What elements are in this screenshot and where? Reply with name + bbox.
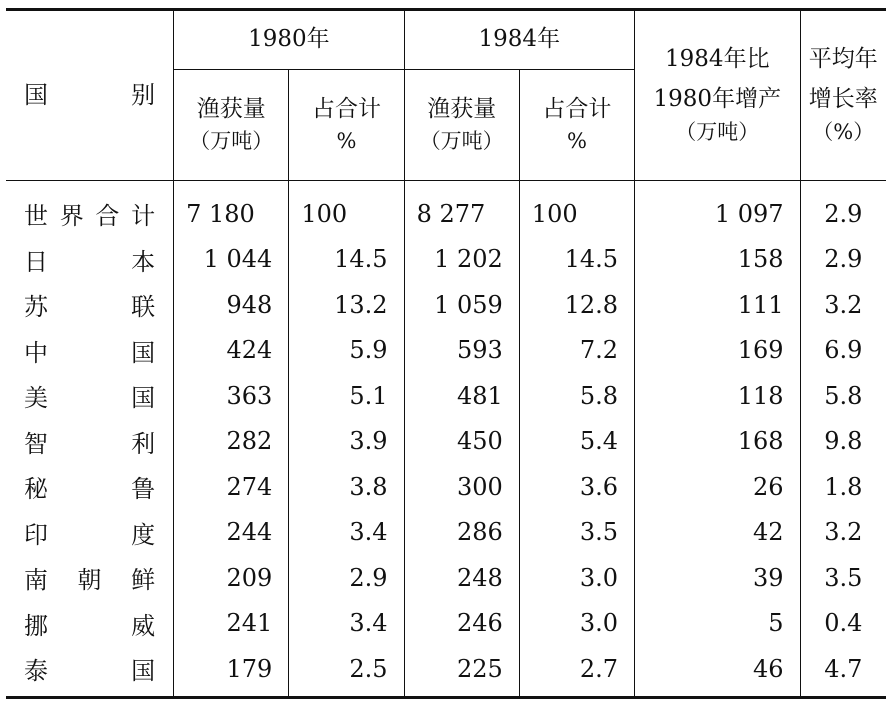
header-catch-label: 渔获量 bbox=[196, 95, 266, 122]
share-1980-cell: 3.9 bbox=[289, 419, 404, 465]
country-char: 国 bbox=[131, 384, 156, 413]
country-char: 利 bbox=[131, 429, 156, 458]
increase-cell: 26 bbox=[635, 464, 801, 510]
country-name bbox=[24, 469, 155, 504]
header-share-label: 占合计 bbox=[542, 95, 612, 122]
catch-1980-cell: 179 bbox=[174, 646, 289, 697]
country-char: 朝 bbox=[77, 566, 102, 595]
share-1984-cell: 14.5 bbox=[519, 237, 634, 283]
header-country-char: 别 bbox=[131, 81, 156, 110]
country-name bbox=[24, 378, 155, 413]
catch-1984-cell: 248 bbox=[404, 555, 519, 601]
share-1984-cell: 100 bbox=[519, 181, 634, 237]
share-1984-cell: 3.5 bbox=[519, 510, 634, 556]
rate-cell: 1.8 bbox=[824, 472, 863, 501]
table-row bbox=[6, 601, 886, 647]
header-country-text bbox=[6, 81, 173, 110]
fish-catch-table bbox=[6, 8, 886, 699]
share-1980-cell: 3.4 bbox=[289, 510, 404, 556]
table-row bbox=[6, 419, 886, 465]
table-row bbox=[6, 464, 886, 510]
rate-cell: 2.9 bbox=[824, 245, 863, 274]
country-char: 苏 bbox=[24, 293, 48, 322]
country-cell bbox=[6, 464, 174, 510]
country-cell bbox=[6, 328, 174, 374]
country-cell bbox=[6, 601, 174, 647]
header-share-unit: % bbox=[566, 129, 587, 154]
catch-1984-cell: 286 bbox=[404, 510, 519, 556]
country-cell bbox=[6, 282, 174, 328]
table-row bbox=[6, 328, 886, 374]
table-row bbox=[6, 181, 886, 237]
country-char: 日 bbox=[24, 247, 48, 276]
increase-cell: 39 bbox=[635, 555, 801, 601]
country-cell bbox=[6, 373, 174, 419]
share-1984-cell: 7.2 bbox=[519, 328, 634, 374]
header-share-label: 占合计 bbox=[311, 95, 381, 122]
country-cell bbox=[6, 419, 174, 465]
rate-cell: 3.2 bbox=[824, 518, 863, 547]
header-increase-line3: （万吨） bbox=[675, 119, 760, 144]
country-char: 度 bbox=[131, 520, 156, 549]
catch-1984-cell: 8 277 bbox=[404, 181, 519, 237]
country-char: 秘 bbox=[24, 475, 48, 504]
increase-cell: 111 bbox=[635, 282, 801, 328]
share-1980-cell: 13.2 bbox=[289, 282, 404, 328]
header-increase-line2: 1980年增产 bbox=[653, 85, 782, 112]
catch-1980-cell: 209 bbox=[174, 555, 289, 601]
catch-1980-cell: 363 bbox=[174, 373, 289, 419]
table-row bbox=[6, 646, 886, 697]
catch-1984-cell: 300 bbox=[404, 464, 519, 510]
header-country bbox=[6, 10, 174, 181]
catch-1980-cell: 7 180 bbox=[174, 181, 289, 237]
rate-cell: 6.9 bbox=[824, 336, 863, 365]
share-1984-cell: 2.7 bbox=[519, 646, 634, 697]
country-cell bbox=[6, 555, 174, 601]
increase-cell: 158 bbox=[635, 237, 801, 283]
country-char: 本 bbox=[131, 247, 156, 276]
share-1984-cell: 3.6 bbox=[519, 464, 634, 510]
increase-cell: 42 bbox=[635, 510, 801, 556]
header-catch-unit: （万吨） bbox=[419, 129, 504, 154]
catch-1984-cell: 1 059 bbox=[404, 282, 519, 328]
rate-cell: 5.8 bbox=[824, 381, 863, 410]
catch-1984-cell: 1 202 bbox=[404, 237, 519, 283]
table-row bbox=[6, 237, 886, 283]
rate-cell: 2.9 bbox=[824, 199, 863, 228]
share-1984-cell: 3.0 bbox=[519, 555, 634, 601]
header-catch-1984 bbox=[404, 70, 519, 181]
country-char: 鲜 bbox=[131, 566, 156, 595]
catch-1980-cell: 244 bbox=[174, 510, 289, 556]
catch-1980-cell: 424 bbox=[174, 328, 289, 374]
share-1980-cell: 5.1 bbox=[289, 373, 404, 419]
header-avg-rate bbox=[800, 10, 886, 181]
share-1984-cell: 5.8 bbox=[519, 373, 634, 419]
increase-cell: 168 bbox=[635, 419, 801, 465]
country-char: 中 bbox=[24, 338, 48, 367]
rate-cell: 9.8 bbox=[824, 427, 863, 456]
country-char: 国 bbox=[131, 338, 156, 367]
header-increase bbox=[635, 10, 801, 181]
header-catch-label: 渔获量 bbox=[427, 95, 497, 122]
catch-1980-cell: 948 bbox=[174, 282, 289, 328]
catch-1984-cell: 593 bbox=[404, 328, 519, 374]
header-share-1980 bbox=[289, 70, 404, 181]
table-row bbox=[6, 510, 886, 556]
header-catch-unit: （万吨） bbox=[189, 129, 274, 154]
catch-1980-cell: 282 bbox=[174, 419, 289, 465]
country-char: 印 bbox=[24, 520, 48, 549]
share-1984-cell: 3.0 bbox=[519, 601, 634, 647]
catch-1980-cell: 1 044 bbox=[174, 237, 289, 283]
increase-cell: 169 bbox=[635, 328, 801, 374]
country-char: 挪 bbox=[24, 611, 48, 640]
country-char: 国 bbox=[131, 657, 156, 686]
header-share-unit: % bbox=[336, 129, 357, 154]
country-char: 世 bbox=[24, 202, 48, 231]
country-cell bbox=[6, 237, 174, 283]
country-name bbox=[24, 287, 155, 322]
country-name bbox=[24, 196, 155, 231]
header-increase-line1: 1984年比 bbox=[665, 46, 770, 73]
country-char: 联 bbox=[131, 293, 156, 322]
catch-1980-cell: 241 bbox=[174, 601, 289, 647]
share-1980-cell: 100 bbox=[289, 181, 404, 237]
header-avg-line3: （%） bbox=[812, 119, 875, 144]
rate-cell: 0.4 bbox=[824, 609, 863, 638]
catch-1984-cell: 450 bbox=[404, 419, 519, 465]
header-country-char: 国 bbox=[24, 81, 48, 110]
share-1980-cell: 14.5 bbox=[289, 237, 404, 283]
header-avg-line1: 平均年 bbox=[808, 46, 878, 73]
catch-1984-cell: 225 bbox=[404, 646, 519, 697]
country-char: 威 bbox=[131, 611, 156, 640]
country-name bbox=[24, 606, 155, 641]
country-char: 界 bbox=[59, 202, 84, 231]
table-row bbox=[6, 373, 886, 419]
share-1980-cell: 5.9 bbox=[289, 328, 404, 374]
table-body bbox=[6, 181, 886, 698]
table-row bbox=[6, 555, 886, 601]
country-name bbox=[24, 242, 155, 277]
country-name bbox=[24, 560, 155, 595]
country-cell bbox=[6, 510, 174, 556]
country-char: 美 bbox=[24, 384, 48, 413]
increase-cell: 5 bbox=[635, 601, 801, 647]
country-char: 南 bbox=[24, 566, 48, 595]
share-1980-cell: 3.4 bbox=[289, 601, 404, 647]
share-1980-cell: 2.5 bbox=[289, 646, 404, 697]
share-1984-cell: 5.4 bbox=[519, 419, 634, 465]
country-cell bbox=[6, 646, 174, 697]
catch-1984-cell: 481 bbox=[404, 373, 519, 419]
catch-1984-cell: 246 bbox=[404, 601, 519, 647]
country-name bbox=[24, 515, 155, 550]
share-1980-cell: 2.9 bbox=[289, 555, 404, 601]
rate-cell: 3.2 bbox=[824, 290, 863, 319]
country-char: 计 bbox=[131, 202, 156, 231]
rate-cell: 3.5 bbox=[824, 563, 863, 592]
header-catch-1980 bbox=[174, 70, 289, 181]
catch-1980-cell: 274 bbox=[174, 464, 289, 510]
country-char: 泰 bbox=[24, 657, 48, 686]
table-row bbox=[6, 282, 886, 328]
country-cell bbox=[6, 181, 174, 237]
header-year-1980: 1980年 bbox=[174, 10, 404, 70]
rate-cell: 4.7 bbox=[800, 646, 886, 697]
header-share-1984 bbox=[519, 70, 634, 181]
country-name bbox=[24, 651, 155, 686]
increase-cell: 46 bbox=[635, 646, 801, 697]
increase-cell: 118 bbox=[635, 373, 801, 419]
share-1980-cell: 3.8 bbox=[289, 464, 404, 510]
country-name bbox=[24, 424, 155, 459]
country-char: 合 bbox=[95, 202, 120, 231]
header-avg-line2: 增长率 bbox=[808, 85, 878, 112]
header-year-1984: 1984年 bbox=[404, 10, 634, 70]
country-char: 鲁 bbox=[131, 475, 156, 504]
increase-cell: 1 097 bbox=[635, 181, 801, 237]
country-char: 智 bbox=[24, 429, 48, 458]
country-name bbox=[24, 333, 155, 368]
share-1984-cell: 12.8 bbox=[519, 282, 634, 328]
